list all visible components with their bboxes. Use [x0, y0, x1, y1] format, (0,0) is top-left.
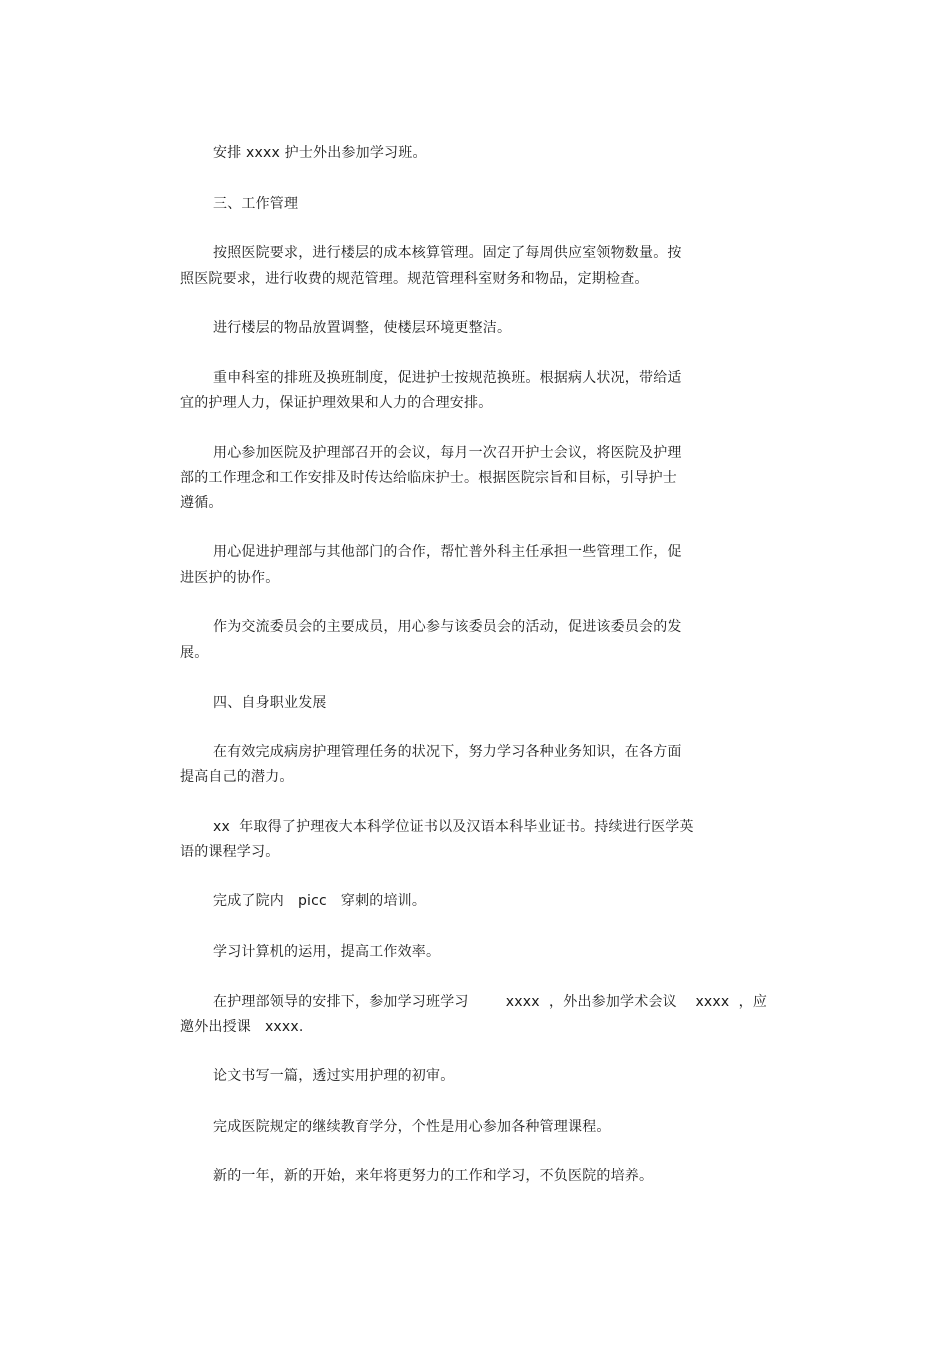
paragraph-line: 完成了院内 picc 穿刺的培训。 — [213, 893, 427, 909]
paragraph-line: 学习计算机的运用，提高工作效率。 — [213, 944, 441, 960]
paragraph-line: 完成医院规定的继续教育学分，个性是用心参加各种管理课程。 — [213, 1119, 611, 1135]
paragraph-line: 用心促进护理部与其他部门的合作，帮忙普外科主任承担一些管理工作，促 — [213, 544, 682, 560]
paragraph-line: 在护理部领导的安排下，参加学习班学习 xxxx ，外出参加学术会议 xxxx ，应 — [213, 994, 768, 1010]
paragraph-line: 部的工作理念和工作安排及时传达给临床护士。根据医院宗旨和目标，引导护士 — [180, 470, 677, 486]
paragraph-line: 在有效完成病房护理管理任务的状况下，努力学习各种业务知识，在各方面 — [213, 744, 682, 760]
section-heading: 四、自身职业发展 — [213, 695, 327, 711]
paragraph-line: 照医院要求，进行收费的规范管理。规范管理科室财务和物品，定期检查。 — [180, 271, 649, 287]
paragraph-line: 邀外出授课 xxxx. — [180, 1019, 304, 1035]
paragraph-line: 新的一年，新的开始，来年将更努力的工作和学习，不负医院的培养。 — [213, 1168, 654, 1184]
paragraph-line: 展。 — [180, 645, 209, 661]
paragraph-line: 语的课程学习。 — [180, 844, 280, 860]
section-heading: 三、工作管理 — [213, 196, 299, 212]
paragraph-line: 论文书写一篇，透过实用护理的初审。 — [213, 1068, 455, 1084]
paragraph-line: 进医护的协作。 — [180, 570, 280, 586]
paragraph-line: xx 年取得了护理夜大本科学位证书以及汉语本科毕业证书。持续进行医学英 — [213, 819, 694, 835]
paragraph-line: 进行楼层的物品放置调整，使楼层环境更整洁。 — [213, 320, 512, 336]
paragraph-line: 宜的护理人力，保证护理效果和人力的合理安排。 — [180, 395, 493, 411]
paragraph-line: 提高自己的潜力。 — [180, 769, 294, 785]
paragraph-line: 重申科室的排班及换班制度，促进护士按规范换班。根据病人状况，带给适 — [213, 370, 682, 386]
paragraph-line: 作为交流委员会的主要成员，用心参与该委员会的活动，促进该委员会的发 — [213, 619, 682, 635]
paragraph-line: 安排 xxxx 护士外出参加学习班。 — [213, 145, 427, 161]
paragraph-line: 按照医院要求，进行楼层的成本核算管理。固定了每周供应室领物数量。按 — [213, 245, 682, 261]
paragraph-line: 用心参加医院及护理部召开的会议，每月一次召开护士会议，将医院及护理 — [213, 445, 682, 461]
paragraph-line: 遵循。 — [180, 495, 223, 511]
